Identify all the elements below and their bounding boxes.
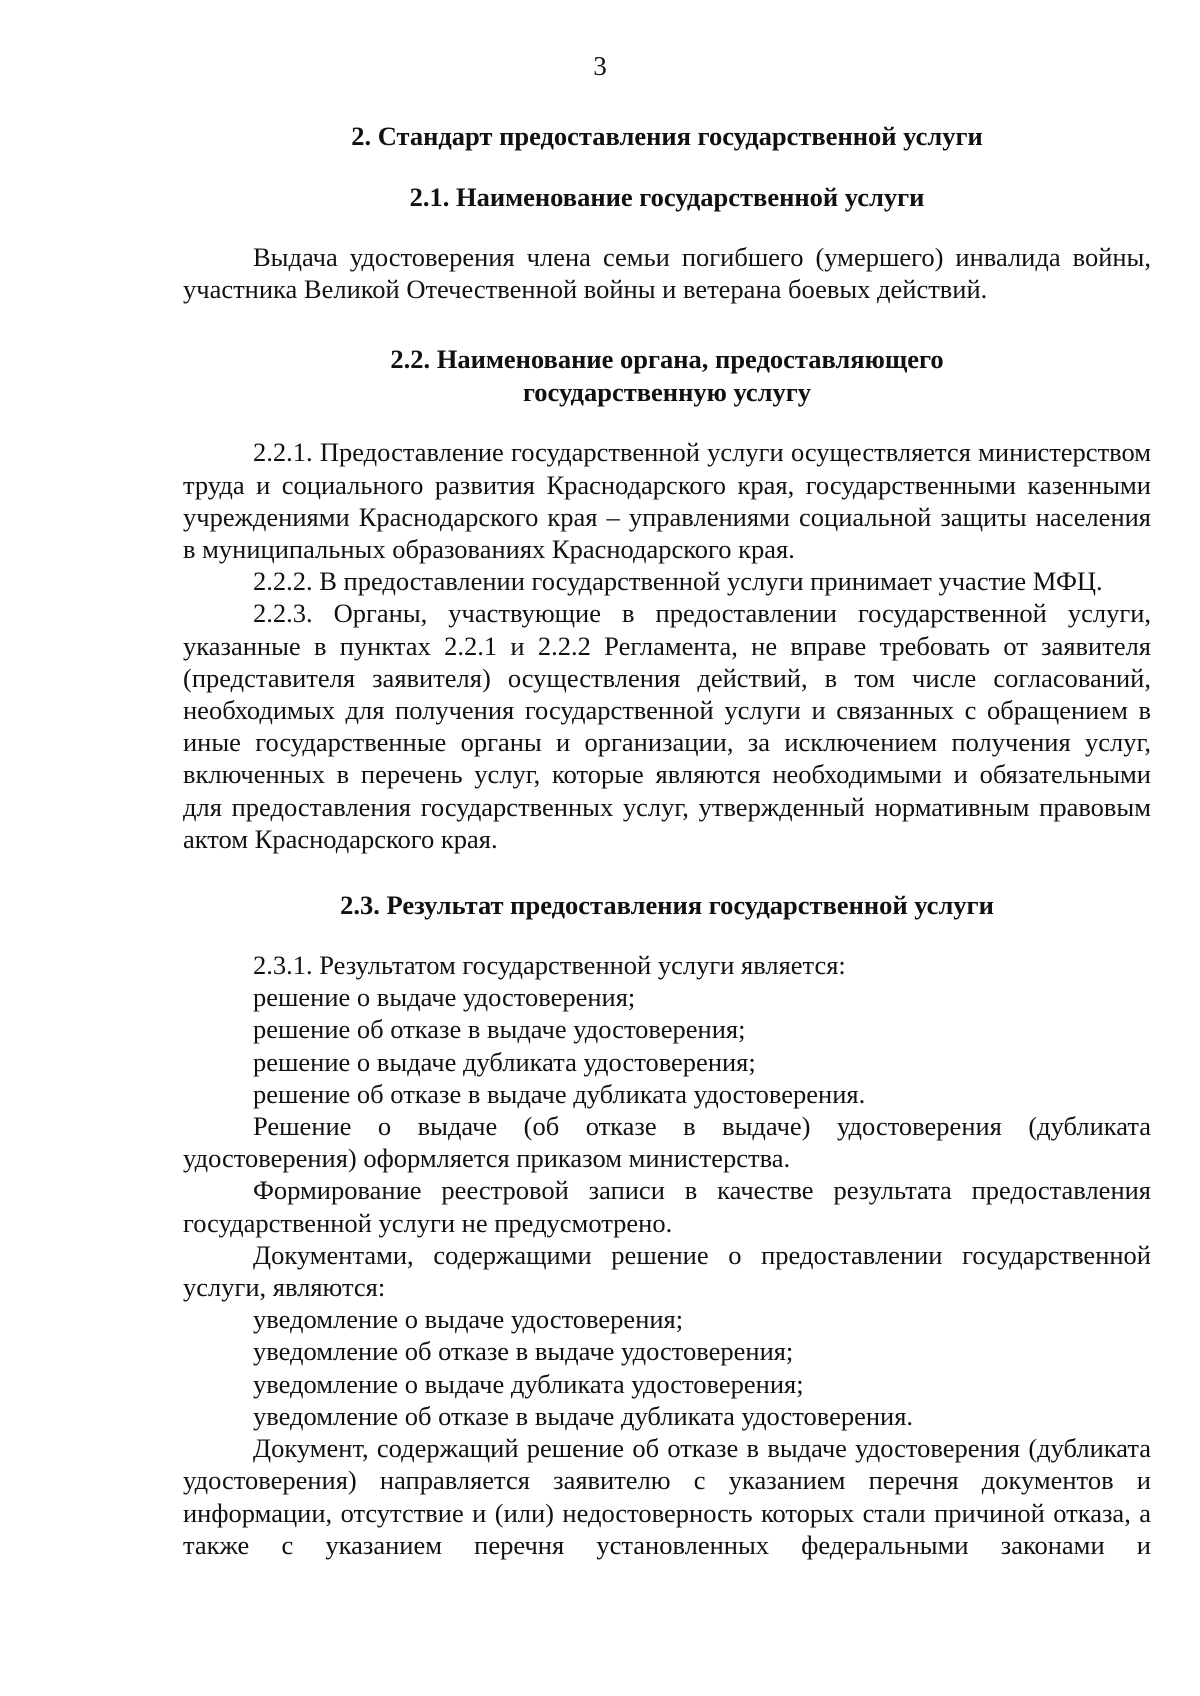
paragraph-2-2-3: 2.2.3. Органы, участвующие в предоставлении государственной услуги, указанные в пунктах 2.2.1 и 2.2.2 Регламента, не вправе требовать от заявителя (представителя заявителя) осуществления действий, в том числе согласований, необходимых для получения государственной услуги и связанных с обращением в иные государственные органы и организации, за исключением получения услуг, включенных в перечень услуг, которые являются необходимыми и обязательными для предоставления государственных услуг, утвержденный нормативным правовым актом Краснодарского края.	[183, 598, 1151, 854]
paragraph-2-3-1: 2.3.1. Результатом государственной услуги является:	[253, 950, 846, 981]
section-heading-2-2-line1: 2.2. Наименование органа, предоставляющего	[390, 344, 944, 375]
page-number: 3	[593, 51, 607, 81]
section-heading-2: 2. Стандарт предоставления государственной услуги	[351, 121, 983, 151]
list-item: решение о выдаче дубликата удостоверения;	[253, 1046, 756, 1077]
list-item: решение об отказе в выдаче удостоверения;	[253, 1014, 746, 1045]
paragraph-refusal-document: Документ, содержащий решение об отказе в выдаче удостоверения (дубликата удостоверения) направляется заявителю с указанием перечня документов и информации, отсутствие и (или) недостоверность которых стали причиной отказа, а также с указанием перечня установленных федеральными законами и	[183, 1433, 1151, 1560]
results-list	[183, 981, 1151, 1110]
documents-list	[183, 1303, 1151, 1432]
section-heading-2-2-line2: государственную услугу	[522, 377, 812, 408]
paragraph-registry-record: Формирование реестровой записи в качестве результата предоставления государственной услуги не предусмотрено.	[183, 1175, 1151, 1238]
list-item: уведомление о выдаче дубликата удостоверения;	[253, 1368, 804, 1399]
service-name-paragraph: Выдача удостоверения члена семьи погибшего (умершего) инвалида войны, участника Великой Отечественной войны и ветерана боевых действий.	[183, 242, 1151, 305]
paragraph-decision-order: Решение о выдаче (об отказе в выдаче) удостоверения (дубликата удостоверения) оформляется приказом министерства.	[183, 1111, 1151, 1174]
list-item: уведомление об отказе в выдаче удостоверения;	[253, 1336, 794, 1367]
paragraph-2-2-1: 2.2.1. Предоставление государственной услуги осуществляется министерством труда и социального развития Краснодарского края, государственными казенными учреждениями Краснодарского края – управлениями социальной защиты населения в муниципальных образованиях Краснодарского края.	[183, 437, 1151, 565]
section-heading-2-1: 2.1. Наименование государственной услуги	[409, 182, 925, 212]
list-item: решение о выдаче удостоверения;	[253, 982, 636, 1013]
section-heading-2-3: 2.3. Результат предоставления государственной услуги	[340, 890, 994, 921]
paragraph-documents-intro: Документами, содержащими решение о предоставлении государственной услуги, являются:	[183, 1239, 1151, 1303]
list-item: решение об отказе в выдаче дубликата удостоверения.	[253, 1078, 866, 1109]
list-item: уведомление об отказе в выдаче дубликата удостоверения.	[253, 1400, 914, 1431]
paragraph-2-2-2: 2.2.2. В предоставлении государственной услуги принимает участие МФЦ.	[253, 566, 1103, 597]
document-body	[183, 120, 1151, 1561]
list-item: уведомление о выдаче удостоверения;	[253, 1304, 684, 1335]
